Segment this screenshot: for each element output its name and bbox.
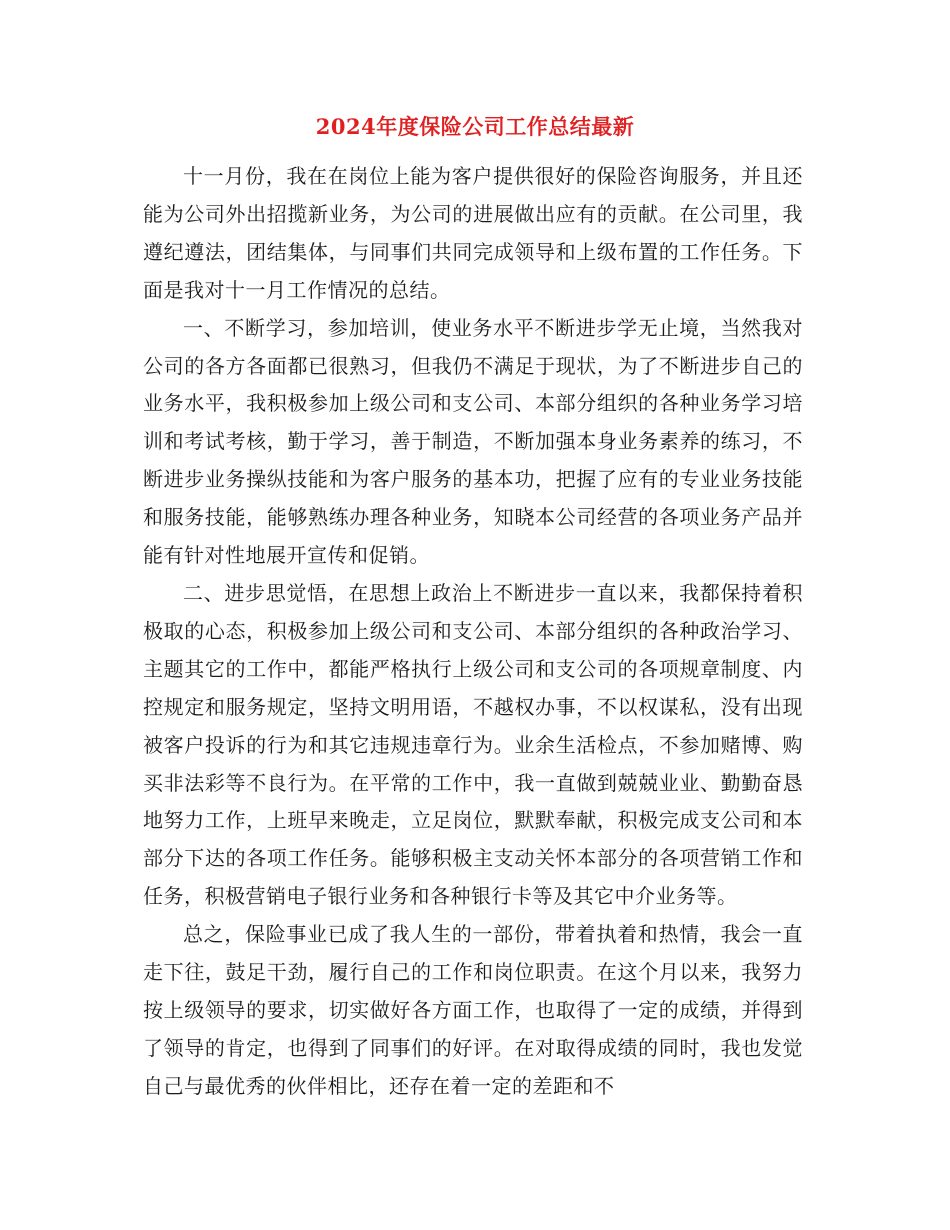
document-body	[143, 158, 803, 1106]
document-title: 2024年度保险公司工作总结最新	[315, 114, 635, 139]
paragraph-summary: 总之，保险事业已成了我人生的一部份，带着执着和热情，我会一直走下往，鼓足干劲，履行自己的工作和岗位职责。在这个月以来，我努力按上级领导的要求，切实做好各方面工作，也取得了一定的成绩，并得到了领导的肯定，也得到了同事们的好评。在对取得成绩的同时，我也发觉自己与最优秀的伙伴相比，还存在着一定的差距和不	[143, 922, 803, 1098]
paragraph-learning: 一、不断学习，参加培训，使业务水平不断进步学无止境，当然我对公司的各方各面都已很熟习，但我仍不满足于现状，为了不断进步自己的业务水平，我积极参加上级公司和支公司、本部分组织的各种业务学习培训和考试考核，勤于学习，善于制造，不断加强本身业务素养的练习，不断进步业务操纵技能和为客户服务的基本功，把握了应有的专业业务技能和服务技能，能够熟练办理各种业务，知晓本公司经营的各项业务产品并能有针对性地展开宣传和促销。	[143, 315, 803, 568]
paragraph-intro: 十一月份，我在在岗位上能为客户提供很好的保险咨询服务，并且还能为公司外出招揽新业务，为公司的进展做出应有的贡献。在公司里，我遵纪遵法，团结集体，与同事们共同完成领导和上级布置的工作任务。下面是我对十一月工作情况的总结。	[143, 164, 803, 302]
paragraph-ideology: 二、进步思觉悟，在思想上政治上不断进步一直以来，我都保持着积极取的心态，积极参加上级公司和支公司、本部分组织的各种政治学习、主题其它的工作中，都能严格执行上级公司和支公司的各项规章制度、内控规定和服务规定，坚持文明用语，不越权办事，不以权谋私，没有出现被客户投诉的行为和其它违规违章行为。业余生活检点，不参加赌博、购买非法彩等不良行为。在平常的工作中，我一直做到兢兢业业、勤勤奋恳地努力工作，上班早来晚走，立足岗位，默默奉献，积极完成支公司和本部分下达的各项工作任务。能够积极主支动关怀本部分的各项营销工作和任务，积极营销电子银行业务和各种银行卡等及其它中介业务等。	[143, 580, 803, 909]
